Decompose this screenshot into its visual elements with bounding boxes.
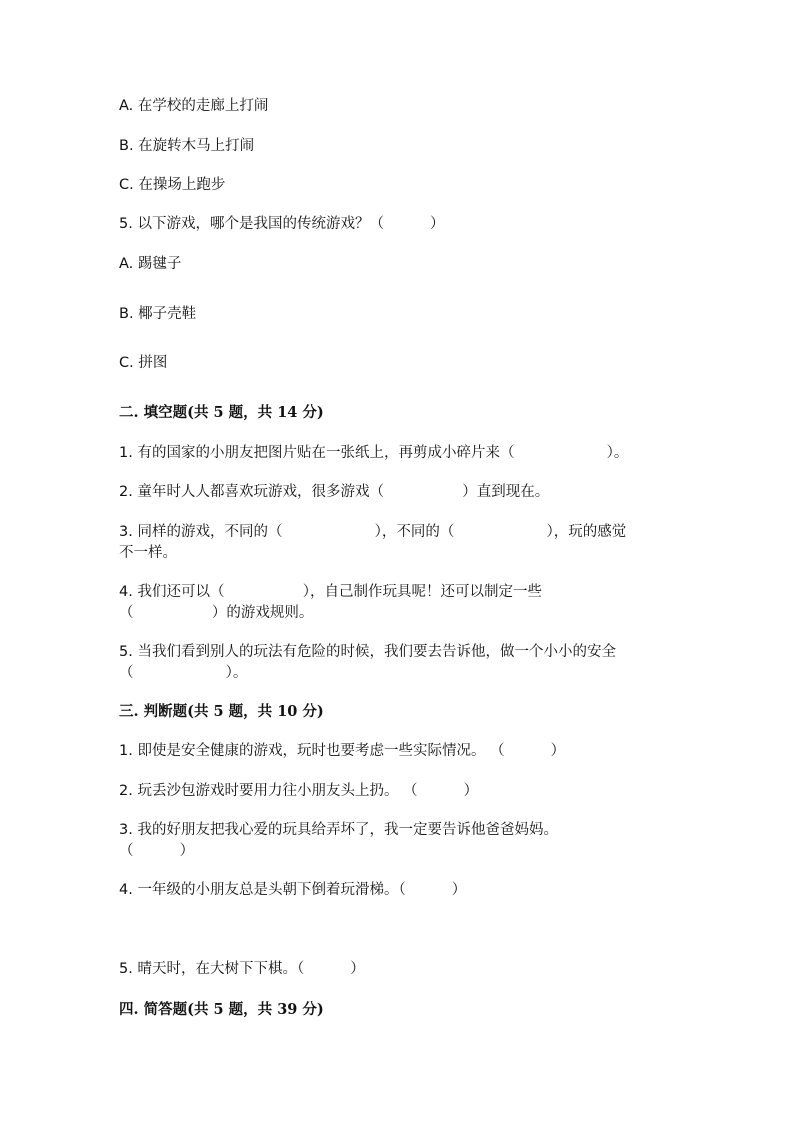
line-a-2: A. 踢毽子 [119,256,182,272]
fill-q5-line2: （ ）。 [119,665,248,681]
fill-q4-line2: （ ）的游戏规则。 [119,605,314,621]
fill-q3-line1: 3. 同样的游戏，不同的（ ），不同的（ ），玩的感觉 [119,524,627,540]
line-c-2: C. 拼图 [119,355,168,371]
line-b-2: B. 椰子壳鞋 [119,306,197,322]
judge-q5: 5. 晴天时，在大树下下棋。（ ） [119,961,365,977]
judge-q3-line1: 3. 我的好朋友把我心爱的玩具给弄坏了，我一定要告诉他爸爸妈妈。 [119,822,558,838]
fill-q1: 1. 有的国家的小朋友把图片贴在一张纸上，再剪成小碎片来（ ）。 [119,445,629,461]
judge-q2: 2. 玩丢沙包游戏时要用力往小朋友头上扔。 （ ） [119,783,479,799]
section-3-heading: 三. 判断题(共 5 题，共 10 分) [119,703,324,720]
judge-q1: 1. 即使是安全健康的游戏，玩时也要考虑一些实际情况。 （ ） [119,743,566,759]
line-c-1: C. 在操场上跑步 [119,177,226,193]
line-a-1: A. 在学校的走廊上打闹 [119,98,269,114]
judge-q3-line2: （ ） [119,843,195,859]
fill-q4-line1: 4. 我们还可以（ ），自己制作玩具呢！还可以制定一些 [119,584,543,600]
section-2-heading: 二. 填空题(共 5 题，共 14 分) [119,404,324,421]
section-4-heading: 四. 简答题(共 5 题，共 39 分) [119,1001,324,1018]
fill-q2: 2. 童年时人人都喜欢玩游戏，很多游戏（ ）直到现在。 [119,484,550,500]
question-5: 5. 以下游戏，哪个是我国的传统游戏？（ ） [119,216,445,232]
judge-q4: 4. 一年级的小朋友总是头朝下倒着玩滑梯。（ ） [119,882,467,898]
line-b-1: B. 在旋转木马上打闹 [119,138,255,154]
fill-q3-line2: 不一样。 [119,545,177,561]
fill-q5-line1: 5. 当我们看到别人的玩法有危险的时候，我们要去告诉他，做一个小小的安全 [119,644,616,660]
